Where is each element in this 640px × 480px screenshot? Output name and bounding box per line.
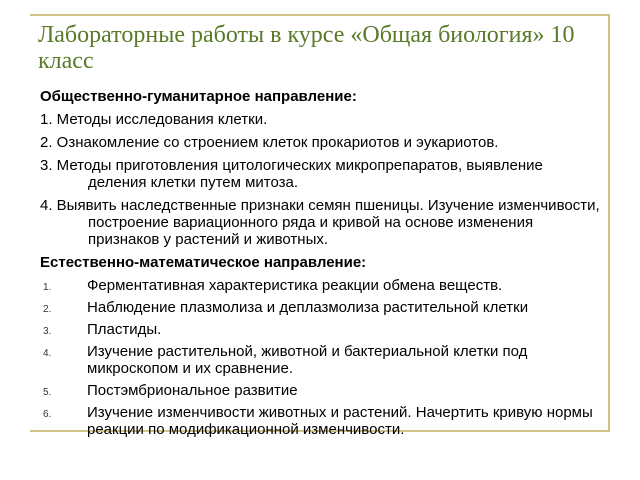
slide-content [40,88,605,444]
list-number: 3. [43,326,52,337]
list-number: 6. [43,409,52,420]
frame-right-line [608,14,610,432]
list-item [40,277,605,294]
list-item [40,299,605,316]
slide-title: Лабораторные работы в курсе «Общая биология» 10 класс [38,22,575,74]
list-number: 4. [43,348,52,359]
list-item-text: Изучение растительной, животной и бактериальной клетки под микроскопом и их сравнение. [87,343,528,377]
list-item-text: Изучение изменчивости животных и растений. Начертить кривую нормы реакции по модификационной изменчивости. [87,404,593,438]
list-item-text: Постэмбриональное развитие [87,382,298,399]
list-item-text: Ферментативная характеристика реакции обмена веществ. [87,277,503,294]
list-number: 5. [43,387,52,398]
list-item-text: Наблюдение плазмолиза и деплазмолиза растительной клетки [87,299,529,316]
list-item [40,321,605,338]
list-item [40,404,605,438]
section2-list [40,277,605,438]
section2-heading: Естественно-математическое направление: [40,254,367,271]
section1-item-2: 2. Ознакомление со строением клеток прокариотов и эукариотов. [40,134,499,151]
list-item [40,382,605,399]
frame-top-line [30,14,610,16]
section1-item-1: 1. Методы исследования клетки. [40,111,268,128]
section1-item-3: 3. Методы приготовления цитологических микропрепаратов, выявление деления клетки путем митоза. [40,157,543,191]
list-item [40,343,605,377]
list-item-text: Пластиды. [87,321,162,338]
section1-heading: Общественно-гуманитарное направление: [40,88,357,105]
section1-item-4: 4. Выявить наследственные признаки семян пшеницы. Изучение изменчивости, построение вариационного ряда и кривой на основе изменения признаков у растений и животных. [40,197,600,248]
list-number: 2. [43,304,52,315]
list-number: 1. [43,282,52,293]
